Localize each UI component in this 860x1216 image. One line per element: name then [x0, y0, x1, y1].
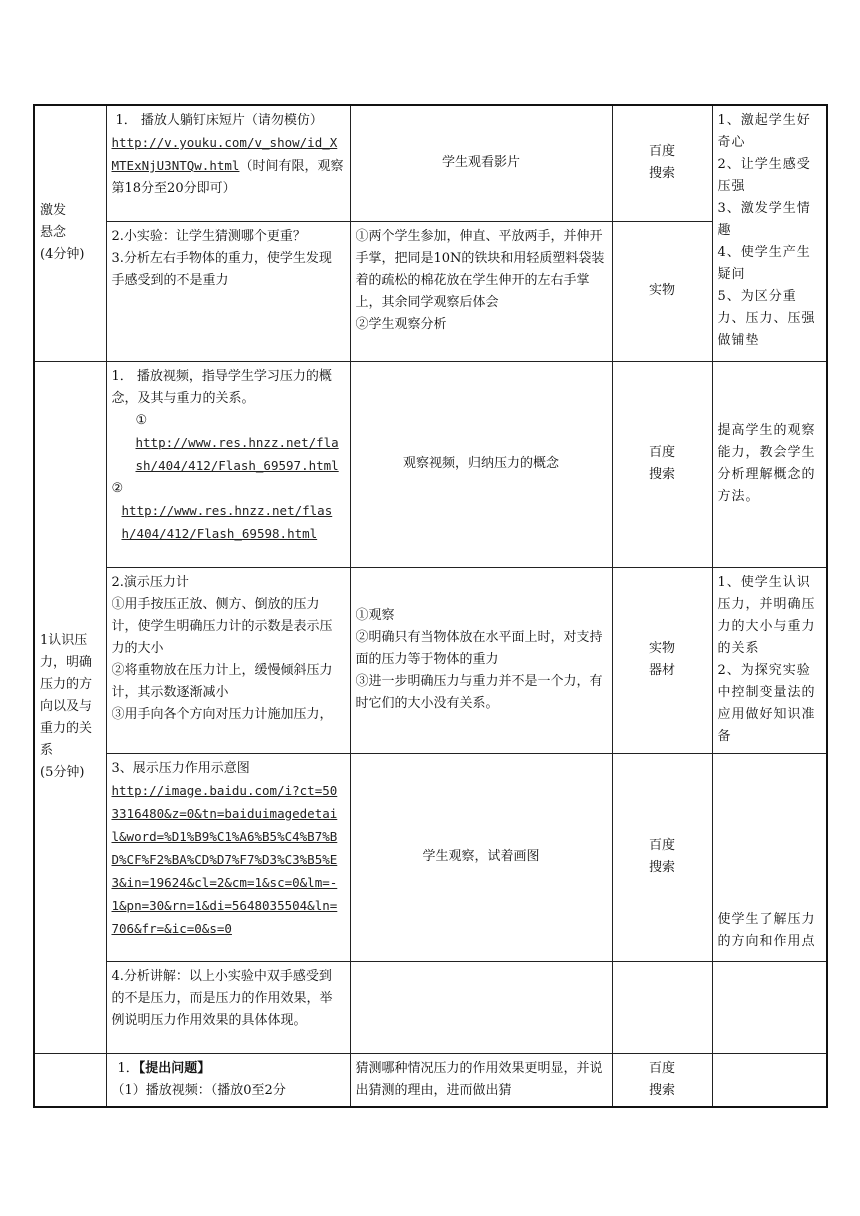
resource-cell	[612, 567, 712, 753]
activity-text: 4.分析讲解：以上小实验中双手感受到的不是压力，而是压力的作用效果，举例说明压力作用效果的具体体现。	[111, 968, 333, 1028]
intent-cell	[712, 567, 827, 753]
intent-cell	[712, 1053, 827, 1107]
student-activity-text: 学生观看影片	[441, 155, 520, 171]
student-activity-text: 观察视频，归纳压力的概念	[402, 456, 559, 471]
intent-text: 提高学生的观察能力，教会学生分析理解概念的方法。	[717, 423, 816, 504]
table-row	[34, 753, 827, 961]
student-activity-text: 学生观察，试着画图	[422, 849, 540, 864]
resource-text: 百度 搜索	[648, 144, 675, 182]
activity-text: 1． 播放视频，指导学生学习压力的概念，及其与重力的关系。	[111, 368, 332, 406]
video-link[interactable]: http://v.youku.com/v_show/id_XMTExNjU3NTQw.html	[111, 135, 338, 173]
resource-cell	[612, 1053, 712, 1107]
student-activity-cell	[350, 1053, 612, 1107]
activity-cell	[106, 361, 350, 567]
intent-cell	[712, 361, 827, 567]
resource-cell	[612, 361, 712, 567]
student-activity-cell	[350, 961, 612, 1053]
activity-heading: 【提出问题】	[138, 1060, 211, 1076]
activity-note: （时间有限，观察第18分至20分即可）	[111, 159, 344, 196]
resource-cell	[612, 753, 712, 961]
table-row	[34, 961, 827, 1053]
resource-cell	[612, 961, 712, 1053]
table-row	[34, 361, 827, 567]
resource-text: 百度 搜索	[648, 445, 675, 482]
resource-cell	[612, 105, 712, 221]
intent-text: 使学生了解压力的方向和作用点	[717, 911, 816, 949]
table-row	[34, 105, 827, 221]
stage-cell	[34, 105, 106, 361]
stage-label: 激发 悬念 (4分钟)	[40, 203, 85, 263]
student-activity-cell	[350, 105, 612, 221]
activity-cell	[106, 961, 350, 1053]
circled-number: ②	[111, 480, 124, 496]
student-activity-text: 猜测哪种情况压力的作用效果更明显，并说出猜测的理由，进而做出猜	[355, 1060, 603, 1098]
resource-text: 实物 器材	[648, 641, 675, 678]
activity-cell	[106, 221, 350, 361]
lesson-plan-table	[33, 104, 828, 1108]
student-activity-cell	[350, 567, 612, 753]
activity-text: 1． 播放人躺钉床短片（请勿模仿）	[115, 113, 323, 128]
activity-text: 2.小实验：让学生猜测哪个更重？ 3.分析左右手物体的重力，使学生发现手感受到的不是重力	[111, 228, 332, 288]
intent-cell	[712, 105, 827, 361]
activity-text: 3、展示压力作用示意图	[111, 760, 250, 776]
stage-cell	[34, 361, 106, 1053]
activity-cell	[106, 567, 350, 753]
intent-text: 1、使学生认识压力，并明确压力的大小与重力的关系 2、为探究实验中控制变量法的应用做好知识准备	[717, 575, 816, 744]
student-activity-cell	[350, 361, 612, 567]
student-activity-cell	[350, 221, 612, 361]
activity-cell	[106, 105, 350, 221]
stage-label: 1认识压力，明确压力的方向以及与重力的关系 (5分钟)	[40, 633, 93, 780]
resource-text: 实物	[648, 283, 675, 298]
intent-cell	[712, 753, 827, 961]
activity-text: （1）播放视频：（播放0至2分	[111, 1082, 286, 1098]
activity-cell	[106, 753, 350, 961]
table-row	[34, 1053, 827, 1107]
activity-text: 2.演示压力计 ①用手按压正放、侧方、倒放的压力计，使学生明确压力计的示数是表示压力的大小 ②将重物放在压力计上，缓慢倾斜压力计，其示数逐渐减小 ③用手向各个方向对压力计施加压力，	[111, 574, 333, 722]
intent-text: 1、激起学生好奇心 2、让学生感受压强 3、激发学生情趣 4、使学生产生疑问 5、为区分重力、压力、压强做铺垫	[717, 113, 816, 348]
flash-link-2[interactable]: http://www.res.hnzz.net/flash/404/412/Flash_69598.html	[121, 502, 333, 541]
student-activity-text: ①观察 ②明确只有当物体放在水平面上时，对支持面的压力等于物体的重力 ③进一步明确压力与重力并不是一个力，有时它们的大小没有关系。	[355, 608, 603, 711]
table-row	[34, 567, 827, 753]
image-link[interactable]: http://image.baidu.com/i?ct=503316480&z=0&tn=baiduimagedetail&word=%D1%B9%C1%A6%B5%C4%B7%BD%CF%F2%BA%CD%D7%F7%D3%C3%B5%E3&in=19624&cl=2&cm=1&sc=0&lm=-1&pn=30&rn=1&di=5648035504&ln=706&fr=&ic=0&s=0	[111, 782, 338, 936]
activity-number: 1．	[117, 1060, 139, 1076]
intent-cell	[712, 961, 827, 1053]
stage-cell	[34, 1053, 106, 1107]
table-row	[34, 221, 827, 361]
flash-link-1[interactable]: http://www.res.hnzz.net/flash/404/412/Flash_69597.html	[135, 434, 339, 473]
circled-number: ①	[135, 412, 148, 428]
resource-text: 百度 搜索	[648, 838, 675, 875]
resource-text: 百度 搜索	[648, 1060, 675, 1098]
student-activity-cell	[350, 753, 612, 961]
resource-cell	[612, 221, 712, 361]
student-activity-text: ①两个学生参加，伸直、平放两手，并伸开手掌，把同是10N的铁块和用轻质塑料袋装着的疏松的棉花放在学生伸开的左右手掌上，其余同学观察后体会 ②学生观察分析	[355, 228, 605, 332]
activity-cell	[106, 1053, 350, 1107]
